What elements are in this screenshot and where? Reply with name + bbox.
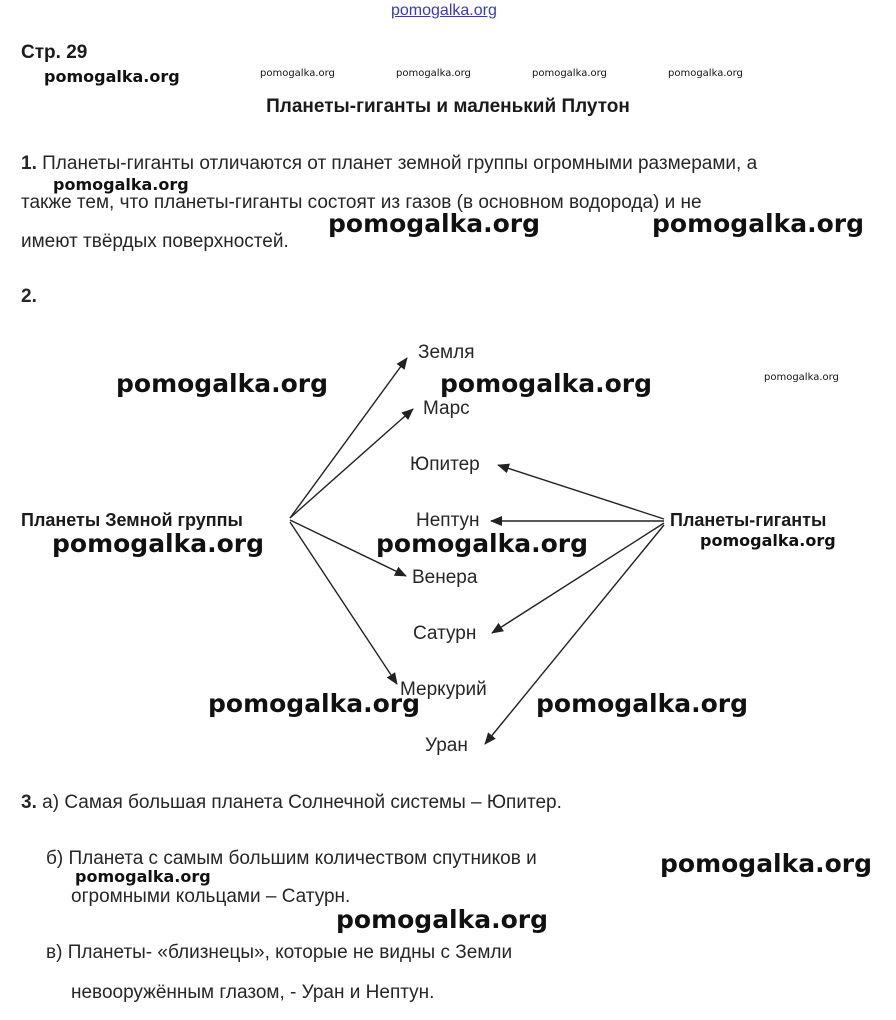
right-group-label: Планеты-гиганты bbox=[670, 510, 827, 530]
task1-line2: также тем, что планеты-гиганты состоят из газов (в основном водорода) и не bbox=[21, 192, 702, 213]
task2-number: 2. bbox=[21, 286, 37, 307]
task3-answer-a: а) Самая большая планета Солнечной системы – Юпитер. bbox=[42, 792, 562, 813]
watermark: pomogalka.org bbox=[44, 67, 180, 86]
task3-answer-c-line2: невооружённым глазом, - Уран и Нептун. bbox=[71, 982, 435, 1003]
watermark-top-link[interactable]: pomogalka.org bbox=[391, 2, 497, 19]
watermark: pomogalka.org bbox=[52, 529, 265, 558]
task1-text-line1: Планеты-гиганты отличаются от планет земной группы огромными размерами, а bbox=[42, 153, 758, 174]
watermark: pomogalka.org bbox=[328, 209, 541, 238]
watermark: pomogalka.org bbox=[336, 905, 549, 934]
task3-answer-b-line2: огромными кольцами – Сатурн. bbox=[71, 886, 351, 907]
planet-saturn: Сатурн bbox=[413, 623, 477, 644]
task1-number: 1. bbox=[21, 153, 37, 174]
watermark: pomogalka.org bbox=[532, 68, 607, 79]
task3-line-a bbox=[21, 792, 562, 814]
planet-uranus: Уран bbox=[425, 735, 468, 756]
planet-mars: Марс bbox=[423, 398, 470, 419]
watermark: pomogalka.org bbox=[260, 68, 335, 79]
watermark: pomogalka.org bbox=[652, 209, 865, 238]
watermark: pomogalka.org bbox=[700, 531, 836, 550]
watermark: pomogalka.org bbox=[668, 68, 743, 79]
arrow-to-jupiter bbox=[498, 465, 664, 519]
watermark: pomogalka.org bbox=[53, 175, 189, 194]
page-title: Планеты-гиганты и маленький Плутон bbox=[266, 96, 630, 117]
arrow-to-mars bbox=[290, 409, 413, 518]
watermark: pomogalka.org bbox=[440, 369, 653, 398]
watermark: pomogalka.org bbox=[376, 529, 589, 558]
planet-mercury: Меркурий bbox=[400, 679, 487, 700]
task1-line3: имеют твёрдых поверхностей. bbox=[21, 231, 289, 252]
planet-venus: Венера bbox=[412, 567, 478, 588]
left-group-label: Планеты Земной группы bbox=[21, 510, 243, 530]
watermark: pomogalka.org bbox=[660, 849, 873, 878]
planet-earth: Земля bbox=[418, 342, 475, 363]
task3-answer-c-line1: в) Планеты- «близнецы», которые не видны с Земли bbox=[46, 942, 513, 963]
watermark: pomogalka.org bbox=[208, 689, 421, 718]
planet-jupiter: Юпитер bbox=[410, 454, 480, 475]
watermark: pomogalka.org bbox=[75, 867, 211, 886]
planet-neptune: Нептун bbox=[416, 510, 480, 531]
task3-number: 3. bbox=[21, 792, 37, 813]
watermark: pomogalka.org bbox=[116, 369, 329, 398]
watermark: pomogalka.org bbox=[396, 68, 471, 79]
page-number: Стр. 29 bbox=[21, 42, 88, 63]
task3-answer-b-line1: б) Планета с самым большим количеством спутников и bbox=[46, 848, 537, 869]
watermark: pomogalka.org bbox=[764, 372, 839, 383]
watermark: pomogalka.org bbox=[536, 689, 749, 718]
